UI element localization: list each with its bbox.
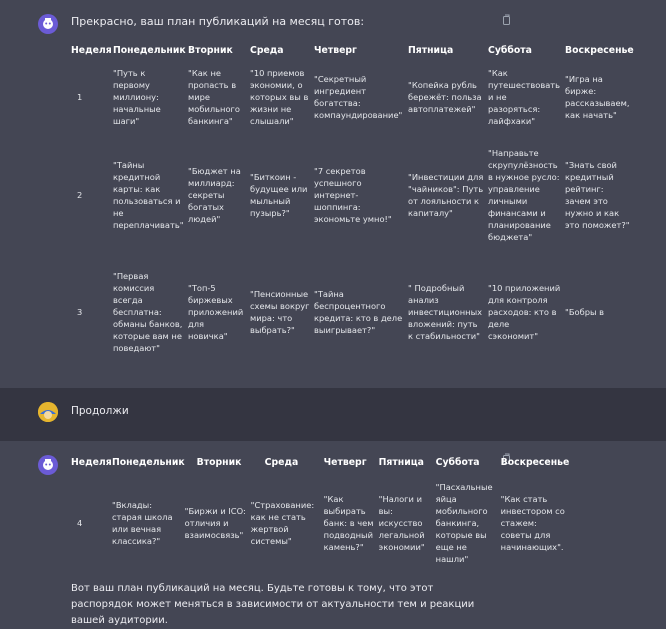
table-cell: "Копейка рубль бережёт: польза автоплатежей": [408, 80, 482, 114]
table-header-row: [71, 457, 571, 473]
user-message: [0, 388, 666, 441]
user-message-text: Продолжи: [71, 405, 129, 417]
header-week: Неделя: [71, 457, 112, 468]
table-row: [71, 473, 571, 573]
table-cell: "Как выбирать банк: в чем подводный камень?": [323, 494, 374, 552]
table-cell: "Топ-5 биржевых приложений для новичка": [188, 283, 244, 341]
table-cell: "Страхование: как не стать жертвой системы": [250, 500, 315, 546]
table-cell: "Пенсионные схемы вокруг мира: что выбрать?": [250, 289, 310, 335]
publication-plan-table-1: [71, 45, 635, 367]
table-cell: "Как путешествовать и не разоряться: лайфхаки": [488, 68, 561, 126]
table-cell: "Бобры в: [565, 307, 605, 317]
table-cell: " Подробный анализ инвестиционных вложений: путь к стабильности": [408, 283, 483, 341]
table-cell: "10 приемов экономии, о которых вы в жизни не слышали": [250, 68, 309, 126]
table-cell: "Как не пропасть в мире мобильного банкинга": [188, 68, 240, 126]
table-cell: "7 секретов успешного интернет-шоппинга: экономьте умно!": [314, 166, 392, 224]
week-number: 2: [77, 190, 83, 200]
table-cell: "Налоги и вы: искусство легальной экономии": [378, 494, 425, 552]
table-cell: "Секретный ингредиент богатства: компаундирование": [314, 74, 403, 120]
table-cell: "Биржи и ICO: отличия и взаимосвязь": [184, 506, 246, 540]
table-cell: "Тайна беспроцентного кредита: кто в деле выигрывает?": [314, 289, 403, 335]
table-row: [71, 133, 635, 257]
table-cell: "Направьте скрупулёзность в нужное русло: управление личными финансами и планирование бюджета": [488, 148, 560, 242]
table-cell: "Путь к первому миллиону: начальные шаги": [113, 68, 161, 126]
header-thursday: Четверг: [314, 45, 357, 56]
header-wednesday: Среда: [264, 457, 299, 468]
header-week: Неделя: [71, 45, 112, 56]
header-thursday: Четверг: [323, 457, 367, 468]
week-number: 3: [77, 307, 83, 317]
table-cell: "Биткоин - будущее или мыльный пузырь?": [250, 172, 308, 218]
publication-plan-table-2: [71, 457, 571, 573]
header-saturday: Суббота: [488, 45, 532, 56]
table-cell: "Как стать инвестором со стажем: советы для начинающих".: [500, 494, 565, 552]
header-sunday: Воскресенье: [500, 457, 570, 468]
bot-avatar-icon: [38, 455, 58, 475]
header-tuesday: Вторник: [196, 457, 242, 468]
user-avatar-icon: [38, 402, 58, 422]
table-cell: "Тайны кредитной карты: как пользоваться и не переплачивать": [113, 160, 184, 230]
header-friday: Пятница: [378, 457, 424, 468]
copy-icon[interactable]: [501, 14, 511, 26]
table-row: [71, 257, 635, 367]
bot-avatar-icon: [38, 14, 58, 34]
table-row: [71, 61, 635, 133]
assistant-intro-text: Прекрасно, ваш план публикаций на месяц готов:: [71, 15, 365, 28]
table-cell: "Знать свой кредитный рейтинг: зачем это нужно и как это поможет?": [565, 160, 630, 230]
week-number: 1: [77, 92, 83, 102]
table-cell: "Первая комиссия всегда бесплатна: обманы банков, которые вам не поведают": [113, 271, 183, 353]
assistant-message-2: [0, 441, 666, 626]
table-cell: "Инвестиции для "чайников": Путь от лояльности к капиталу": [408, 172, 484, 218]
header-saturday: Суббота: [435, 457, 480, 468]
header-wednesday: Среда: [250, 45, 284, 56]
header-monday: Понедельник: [112, 457, 185, 468]
week-number: 4: [77, 518, 83, 528]
assistant-outro-text: Вот ваш план публикаций на месяц. Будьте готовы к тому, что этот распорядок может меняться в зависимости от актуальности тем и реакции вашей аудитории.: [71, 583, 475, 626]
table-cell: "10 приложений для контроля расходов: кто в деле сэкономит": [488, 283, 561, 341]
table-cell: "Вклады: старая школа или вечная классика?": [112, 500, 173, 546]
header-friday: Пятница: [408, 45, 454, 56]
table-cell: "Игра на бирже: рассказываем, как начать": [565, 74, 630, 120]
header-tuesday: Вторник: [188, 45, 233, 56]
header-monday: Понедельник: [113, 45, 186, 56]
table-cell: "Пасхальные яйца мобильного банкинга, которые вы еще не нашли": [435, 482, 493, 564]
header-sunday: Воскресенье: [565, 45, 634, 56]
table-header-row: [71, 45, 635, 61]
table-cell: "Бюджет на миллиард: секреты богатых людей": [188, 166, 241, 224]
